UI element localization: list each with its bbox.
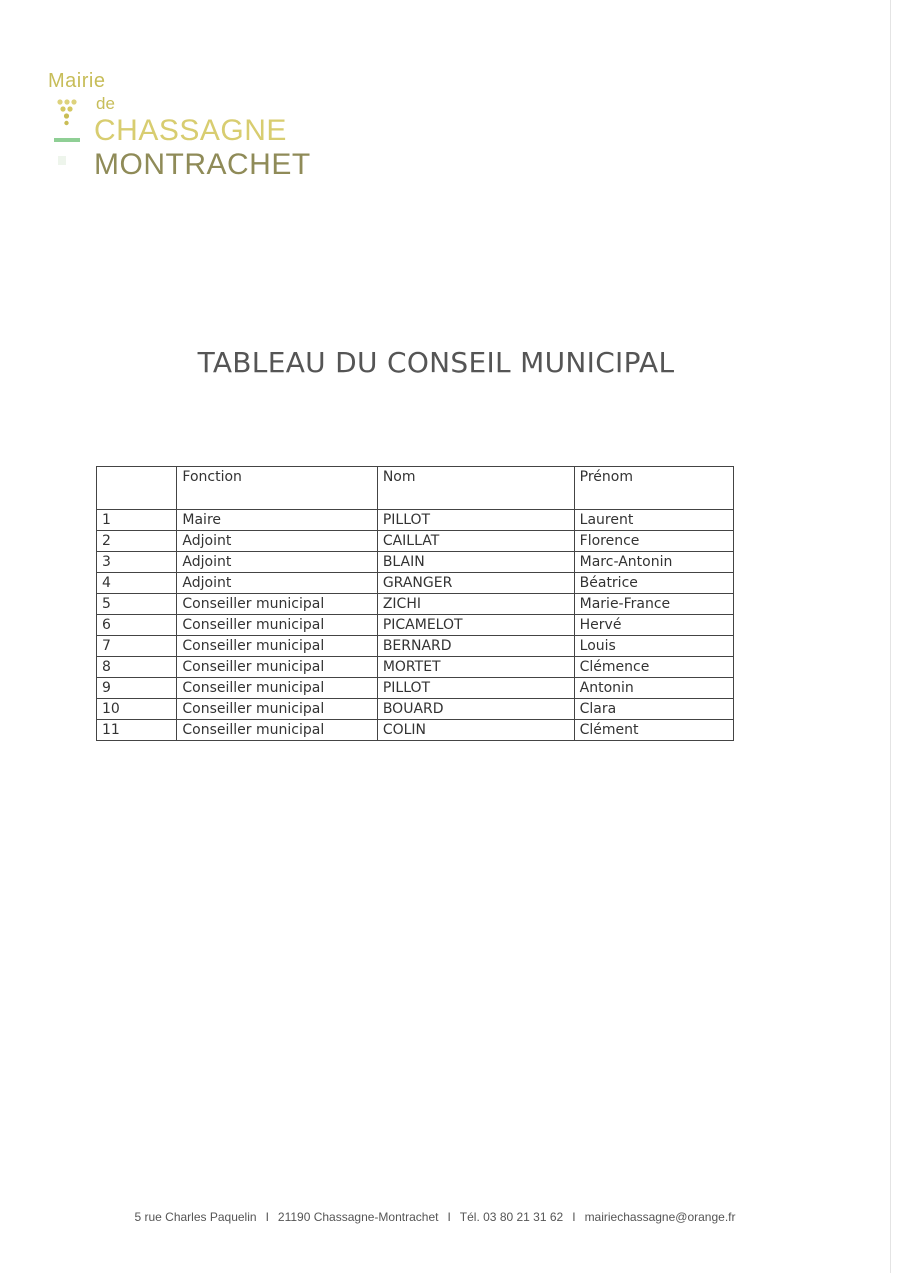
row-fonction: Conseiller municipal <box>177 720 377 741</box>
footer-contact <box>0 1210 870 1224</box>
row-fonction: Adjoint <box>177 531 377 552</box>
row-prenom: Marie-France <box>574 594 733 615</box>
page-title: TABLEAU DU CONSEIL MUNICIPAL <box>197 346 675 379</box>
row-number: 4 <box>97 573 177 594</box>
row-nom: PILLOT <box>377 678 574 699</box>
row-fonction: Conseiller municipal <box>177 615 377 636</box>
row-prenom: Marc-Antonin <box>574 552 733 573</box>
row-number: 5 <box>97 594 177 615</box>
row-fonction: Conseiller municipal <box>177 636 377 657</box>
row-number: 8 <box>97 657 177 678</box>
row-number: 10 <box>97 699 177 720</box>
row-number: 6 <box>97 615 177 636</box>
logo-mairie-text: Mairie <box>48 70 106 92</box>
column-header-number <box>97 467 177 510</box>
logo-chassagne-text: CHASSAGNE <box>94 114 287 147</box>
column-header-prenom: Prénom <box>574 467 733 510</box>
row-prenom: Antonin <box>574 678 733 699</box>
column-header-fonction: Fonction <box>177 467 377 510</box>
row-nom: ZICHI <box>377 594 574 615</box>
row-nom: CAILLAT <box>377 531 574 552</box>
row-prenom: Louis <box>574 636 733 657</box>
footer-city: 21190 Chassagne-Montrachet <box>277 1210 439 1224</box>
row-number: 1 <box>97 510 177 531</box>
row-prenom: Clément <box>574 720 733 741</box>
row-nom: BERNARD <box>377 636 574 657</box>
row-prenom: Laurent <box>574 510 733 531</box>
mairie-logo <box>48 70 348 190</box>
row-number: 2 <box>97 531 177 552</box>
row-fonction: Maire <box>177 510 377 531</box>
table-row <box>97 531 734 552</box>
row-nom: MORTET <box>377 657 574 678</box>
table-row <box>97 636 734 657</box>
logo-montrachet-text: MONTRACHET <box>94 148 311 181</box>
footer-separator: I <box>447 1210 451 1224</box>
row-prenom: Clémence <box>574 657 733 678</box>
row-number: 3 <box>97 552 177 573</box>
row-prenom: Béatrice <box>574 573 733 594</box>
row-fonction: Conseiller municipal <box>177 594 377 615</box>
table-row <box>97 678 734 699</box>
row-fonction: Adjoint <box>177 573 377 594</box>
row-number: 7 <box>97 636 177 657</box>
footer-separator: I <box>265 1210 269 1224</box>
table-row <box>97 615 734 636</box>
logo-de-text: de <box>96 94 115 113</box>
footer-email: mairiechassagne@orange.fr <box>584 1210 736 1224</box>
table-header-row <box>97 467 734 510</box>
footer-separator: I <box>572 1210 576 1224</box>
table-row <box>97 657 734 678</box>
row-prenom: Clara <box>574 699 733 720</box>
row-nom: PICAMELOT <box>377 615 574 636</box>
row-fonction: Conseiller municipal <box>177 678 377 699</box>
row-nom: BLAIN <box>377 552 574 573</box>
footer-phone: Tél. 03 80 21 31 62 <box>459 1210 564 1224</box>
row-nom: COLIN <box>377 720 574 741</box>
row-number: 11 <box>97 720 177 741</box>
table-row <box>97 552 734 573</box>
row-prenom: Florence <box>574 531 733 552</box>
grapes-icon <box>52 98 92 178</box>
row-nom: BOUARD <box>377 699 574 720</box>
row-fonction: Conseiller municipal <box>177 657 377 678</box>
table-row <box>97 594 734 615</box>
column-header-nom: Nom <box>377 467 574 510</box>
row-number: 9 <box>97 678 177 699</box>
footer-address: 5 rue Charles Paquelin <box>134 1210 257 1224</box>
table-row <box>97 699 734 720</box>
table-row <box>97 510 734 531</box>
scan-edge <box>890 0 891 1273</box>
row-fonction: Conseiller municipal <box>177 699 377 720</box>
table-row <box>97 720 734 741</box>
table-row <box>97 573 734 594</box>
row-prenom: Hervé <box>574 615 733 636</box>
row-nom: GRANGER <box>377 573 574 594</box>
council-table <box>96 466 734 741</box>
row-nom: PILLOT <box>377 510 574 531</box>
row-fonction: Adjoint <box>177 552 377 573</box>
